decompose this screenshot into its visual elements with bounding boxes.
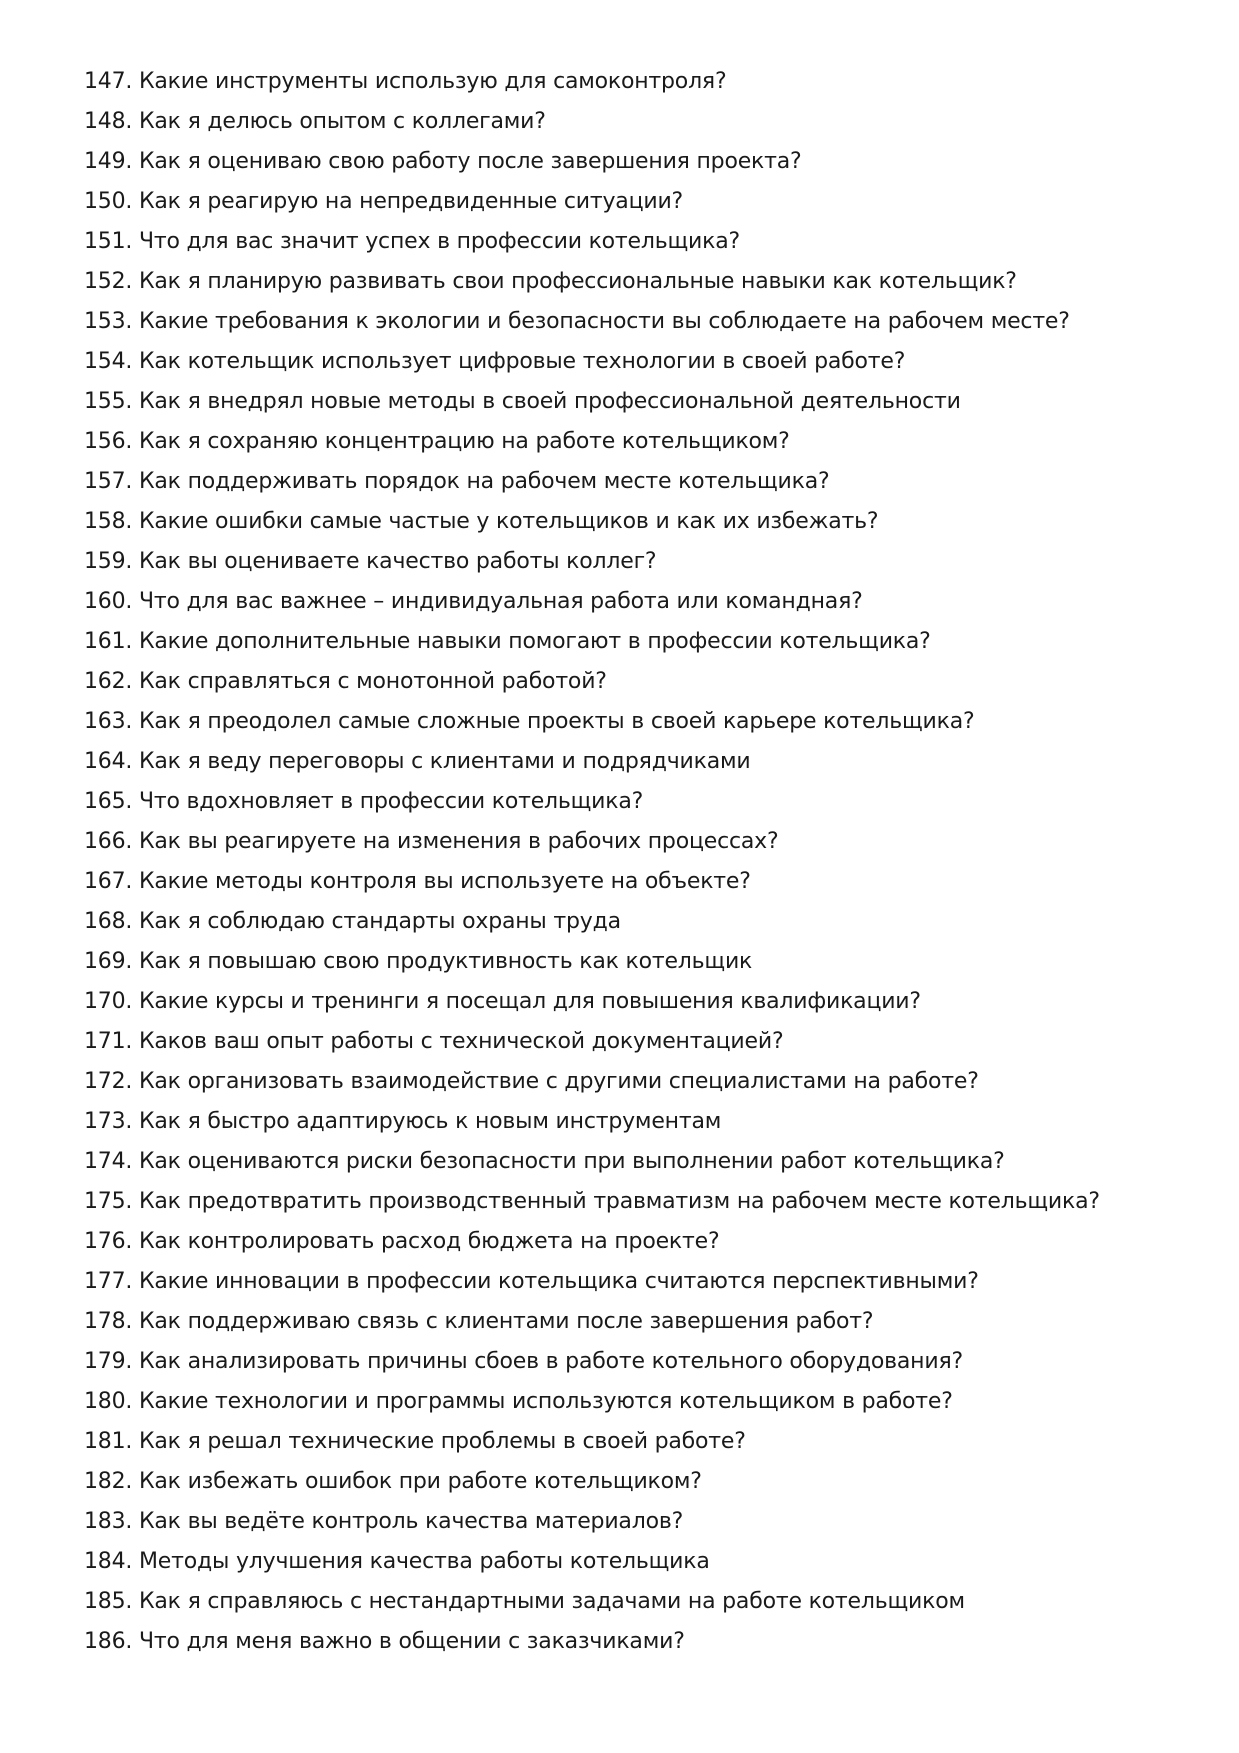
question-text: Как вы оцениваете качество работы коллег?: [138, 549, 657, 574]
question-text: Какие курсы и тренинги я посещал для повышения квалификации?: [138, 989, 921, 1014]
list-item: [84, 1142, 1204, 1182]
question-text: Как я соблюдаю стандарты охраны труда: [138, 909, 621, 934]
list-item: [84, 1462, 1204, 1502]
question-text: Как вы реагируете на изменения в рабочих процессах?: [138, 829, 779, 854]
list-item: [84, 1182, 1204, 1222]
question-number: 155.: [84, 389, 133, 414]
question-number: 162.: [84, 669, 133, 694]
list-item: [84, 1342, 1204, 1382]
question-number: 164.: [84, 749, 133, 774]
list-item: [84, 742, 1204, 782]
question-text: Как я повышаю свою продуктивность как котельщик: [138, 949, 753, 974]
list-item: [84, 62, 1204, 102]
question-number: 165.: [84, 789, 133, 814]
list-item: [84, 982, 1204, 1022]
question-text: Как я реагирую на непредвиденные ситуации?: [138, 189, 684, 214]
question-number: 157.: [84, 469, 133, 494]
question-text: Какие ошибки самые частые у котельщиков и как их избежать?: [138, 509, 879, 534]
question-text: Как оцениваются риски безопасности при выполнении работ котельщика?: [138, 1149, 1005, 1174]
question-number: 175.: [84, 1189, 133, 1214]
question-number: 158.: [84, 509, 133, 534]
list-item: [84, 542, 1204, 582]
question-number: 178.: [84, 1309, 133, 1334]
question-number: 176.: [84, 1229, 133, 1254]
list-item: [84, 1302, 1204, 1342]
question-number: 184.: [84, 1549, 133, 1574]
list-item: [84, 702, 1204, 742]
list-item: [84, 102, 1204, 142]
question-text: Как я планирую развивать свои профессиональные навыки как котельщик?: [138, 269, 1017, 294]
list-item: [84, 942, 1204, 982]
question-number: 166.: [84, 829, 133, 854]
list-item: [84, 782, 1204, 822]
question-text: Как я веду переговоры с клиентами и подрядчиками: [138, 749, 751, 774]
question-number: 160.: [84, 589, 133, 614]
list-item: [84, 342, 1204, 382]
question-number: 183.: [84, 1509, 133, 1534]
question-number: 174.: [84, 1149, 133, 1174]
question-list: [84, 62, 1204, 1662]
question-number: 152.: [84, 269, 133, 294]
question-number: 168.: [84, 909, 133, 934]
question-text: Как вы ведёте контроль качества материалов?: [138, 1509, 684, 1534]
list-item: [84, 902, 1204, 942]
list-item: [84, 1542, 1204, 1582]
question-text: Что для вас важнее – индивидуальная работа или командная?: [138, 589, 863, 614]
question-number: 149.: [84, 149, 133, 174]
question-number: 150.: [84, 189, 133, 214]
question-number: 185.: [84, 1589, 133, 1614]
question-number: 159.: [84, 549, 133, 574]
question-text: Какие инновации в профессии котельщика считаются перспективными?: [138, 1269, 979, 1294]
question-text: Какие инструменты использую для самоконтроля?: [138, 69, 727, 94]
list-item: [84, 142, 1204, 182]
question-text: Что вдохновляет в профессии котельщика?: [138, 789, 644, 814]
question-text: Как я быстро адаптируюсь к новым инструментам: [138, 1109, 722, 1134]
question-number: 167.: [84, 869, 133, 894]
question-text: Как я решал технические проблемы в своей работе?: [138, 1429, 746, 1454]
list-item: [84, 1222, 1204, 1262]
list-item: [84, 822, 1204, 862]
question-text: Что для меня важно в общении с заказчиками?: [138, 1629, 685, 1654]
question-number: 147.: [84, 69, 133, 94]
list-item: [84, 622, 1204, 662]
list-item: [84, 1422, 1204, 1462]
question-number: 179.: [84, 1349, 133, 1374]
question-number: 182.: [84, 1469, 133, 1494]
question-number: 151.: [84, 229, 133, 254]
question-number: 153.: [84, 309, 133, 334]
question-number: 186.: [84, 1629, 133, 1654]
question-text: Как предотвратить производственный травматизм на рабочем месте котельщика?: [138, 1189, 1100, 1214]
question-text: Как поддерживать порядок на рабочем месте котельщика?: [138, 469, 830, 494]
list-item: [84, 862, 1204, 902]
question-text: Какие дополнительные навыки помогают в профессии котельщика?: [138, 629, 931, 654]
question-text: Как поддерживаю связь с клиентами после завершения работ?: [138, 1309, 874, 1334]
question-number: 180.: [84, 1389, 133, 1414]
question-text: Какие методы контроля вы используете на объекте?: [138, 869, 751, 894]
list-item: [84, 462, 1204, 502]
list-item: [84, 582, 1204, 622]
question-text: Какие требования к экологии и безопасности вы соблюдаете на рабочем месте?: [138, 309, 1070, 334]
question-text: Как анализировать причины сбоев в работе котельного оборудования?: [138, 1349, 963, 1374]
list-item: [84, 1102, 1204, 1142]
question-number: 169.: [84, 949, 133, 974]
list-item: [84, 1022, 1204, 1062]
question-text: Как я оцениваю свою работу после завершения проекта?: [138, 149, 802, 174]
question-text: Как я сохраняю концентрацию на работе котельщиком?: [138, 429, 790, 454]
question-text: Методы улучшения качества работы котельщика: [138, 1549, 710, 1574]
list-item: [84, 382, 1204, 422]
question-text: Как я преодолел самые сложные проекты в своей карьере котельщика?: [138, 709, 975, 734]
list-item: [84, 1062, 1204, 1102]
list-item: [84, 1622, 1204, 1662]
list-item: [84, 262, 1204, 302]
list-item: [84, 1382, 1204, 1422]
question-text: Каков ваш опыт работы с технической документацией?: [138, 1029, 784, 1054]
question-text: Как я справляюсь с нестандартными задачами на работе котельщиком: [138, 1589, 965, 1614]
question-number: 148.: [84, 109, 133, 134]
list-item: [84, 422, 1204, 462]
question-text: Как избежать ошибок при работе котельщиком?: [138, 1469, 702, 1494]
list-item: [84, 1262, 1204, 1302]
question-text: Какие технологии и программы используются котельщиком в работе?: [138, 1389, 953, 1414]
question-number: 156.: [84, 429, 133, 454]
list-item: [84, 1502, 1204, 1542]
list-item: [84, 302, 1204, 342]
question-text: Как справляться с монотонной работой?: [138, 669, 607, 694]
question-text: Как организовать взаимодействие с другими специалистами на работе?: [138, 1069, 979, 1094]
list-item: [84, 1582, 1204, 1622]
question-number: 170.: [84, 989, 133, 1014]
question-number: 154.: [84, 349, 133, 374]
question-text: Как контролировать расход бюджета на проекте?: [138, 1229, 720, 1254]
list-item: [84, 182, 1204, 222]
list-item: [84, 222, 1204, 262]
question-number: 172.: [84, 1069, 133, 1094]
list-item: [84, 502, 1204, 542]
question-number: 181.: [84, 1429, 133, 1454]
question-number: 173.: [84, 1109, 133, 1134]
question-number: 177.: [84, 1269, 133, 1294]
question-text: Что для вас значит успех в профессии котельщика?: [138, 229, 740, 254]
question-text: Как котельщик использует цифровые технологии в своей работе?: [138, 349, 906, 374]
question-text: Как я делюсь опытом с коллегами?: [138, 109, 546, 134]
question-text: Как я внедрял новые методы в своей профессиональной деятельности: [138, 389, 961, 414]
question-number: 161.: [84, 629, 133, 654]
question-number: 171.: [84, 1029, 133, 1054]
question-number: 163.: [84, 709, 133, 734]
list-item: [84, 662, 1204, 702]
